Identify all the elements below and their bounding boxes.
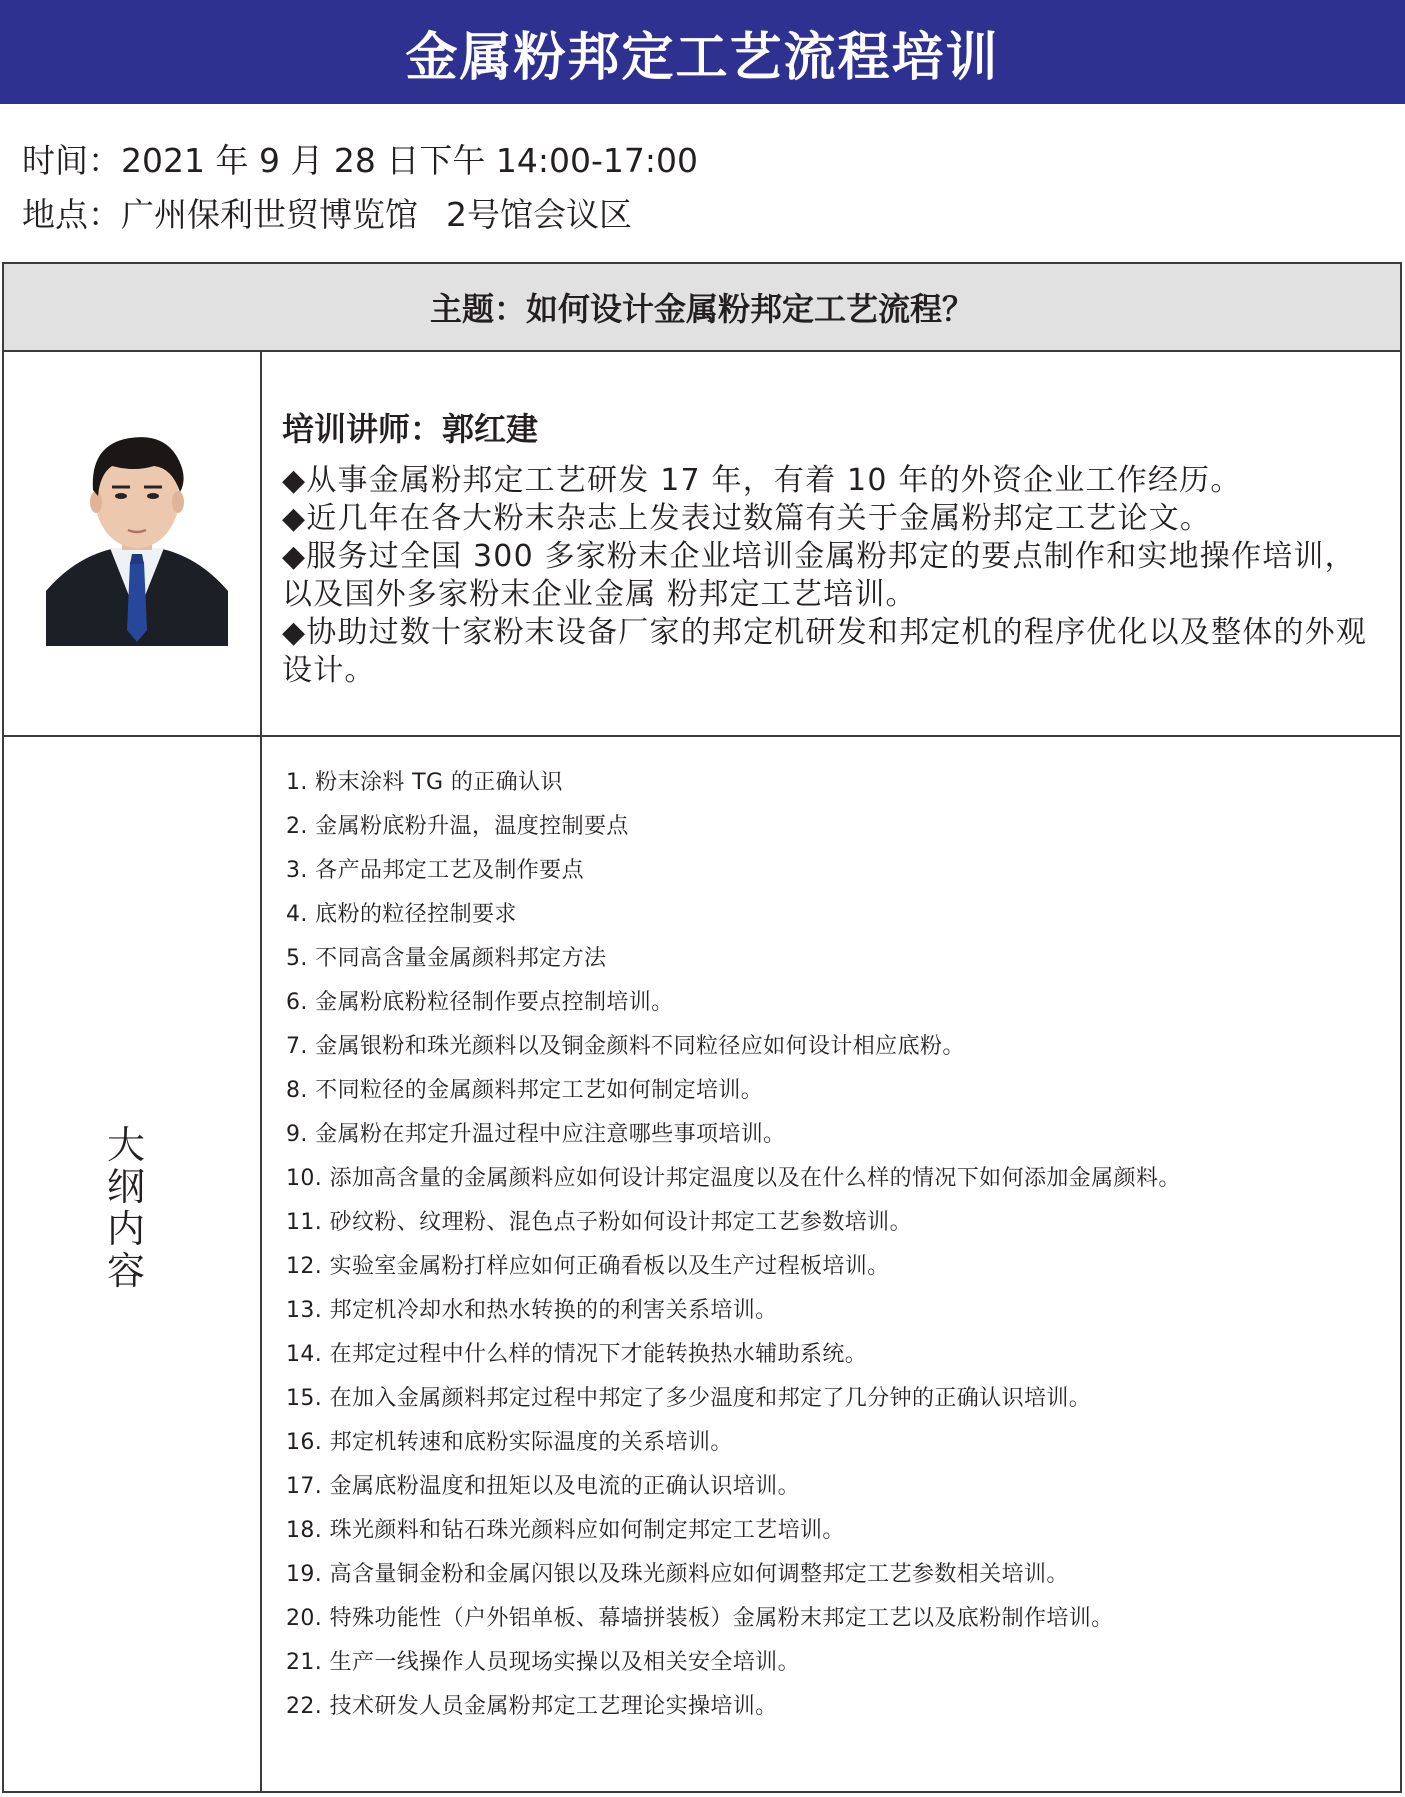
outline-item: 12. 实验室金属粉打样应如何正确看板以及生产过程板培训。: [286, 1254, 890, 1279]
outline-item: 4. 底粉的粒径控制要求: [286, 902, 517, 927]
bio-item: ◆近几年在各大粉末杂志上发表过数篇有关于金属粉邦定工艺论文。: [282, 501, 1212, 536]
event-place-hall: 2号馆会议区: [446, 195, 632, 234]
outline-label: [96, 1124, 156, 1292]
bio-item: ◆协助过数十家粉末设备厂家的邦定机研发和邦定机的程序优化以及整体的外观设计。: [282, 615, 1368, 688]
row-divider: [4, 735, 1400, 737]
outline-item: 9. 金属粉在邦定升温过程中应注意哪些事项培训。: [286, 1122, 786, 1147]
outline-item: 15. 在加入金属颜料邦定过程中邦定了多少温度和邦定了几分钟的正确认识培训。: [286, 1386, 1092, 1411]
instructor-title: 培训讲师：郭红建: [282, 410, 539, 448]
outline-item: 5. 不同高含量金属颜料邦定方法: [286, 946, 607, 971]
instructor-section: [282, 404, 1382, 690]
instructor-photo: [46, 416, 228, 646]
info-table: [2, 262, 1402, 1793]
outline-item: 7. 金属银粉和珠光颜料以及铜金颜料不同粒径应如何设计相应底粉。: [286, 1034, 965, 1059]
outline-item: 3. 各产品邦定工艺及制作要点: [286, 858, 584, 883]
outline-item: 14. 在邦定过程中什么样的情况下才能转换热水辅助系统。: [286, 1342, 868, 1367]
outline-label-char: 大: [106, 1123, 145, 1167]
column-divider: [260, 352, 262, 1793]
outline-item: 2. 金属粉底粉升温，温度控制要点: [286, 814, 629, 839]
outline-item: 8. 不同粒径的金属颜料邦定工艺如何制定培训。: [286, 1078, 764, 1103]
outline-item: 19. 高含量铜金粉和金属闪银以及珠光颜料应如何调整邦定工艺参数相关培训。: [286, 1562, 1069, 1587]
outline-item: 20. 特殊功能性（户外铝单板、幕墙拼装板）金属粉末邦定工艺以及底粉制作培训。: [286, 1606, 1114, 1631]
event-place: [22, 189, 632, 236]
outline-item: 22. 技术研发人员金属粉邦定工艺理论实操培训。: [286, 1694, 778, 1719]
outline-item: 16. 邦定机转速和底粉实际温度的关系培训。: [286, 1430, 733, 1455]
outline-item: 17. 金属底粉温度和扭矩以及电流的正确认识培训。: [286, 1474, 800, 1499]
outline-item: 1. 粉末涂料 TG 的正确认识: [286, 770, 563, 795]
outline-item: 18. 珠光颜料和钻石珠光颜料应如何制定邦定工艺培训。: [286, 1518, 845, 1543]
outline-label-char: 容: [106, 1249, 145, 1293]
outline-label-char: 纲: [106, 1165, 145, 1209]
outline-list: [286, 761, 1386, 1729]
outline-item: 21. 生产一线操作人员现场实操以及相关安全培训。: [286, 1650, 800, 1675]
bio-item: ◆从事金属粉邦定工艺研发 17 年，有着 10 年的外资企业工作经历。: [282, 463, 1242, 498]
event-place-venue: 地点：广州保利世贸博览馆: [22, 195, 418, 234]
outline-item: 13. 邦定机冷却水和热水转换的的利害关系培训。: [286, 1298, 778, 1323]
outline-item: 6. 金属粉底粉粒径制作要点控制培训。: [286, 990, 674, 1015]
theme-title: 主题：如何设计金属粉邦定工艺流程？: [4, 264, 1400, 352]
event-time: 时间：2021 年 9 月 28 日下午 14:00-17:00: [22, 141, 699, 180]
outline-item: 11. 砂纹粉、纹理粉、混色点子粉如何设计邦定工艺参数培训。: [286, 1210, 912, 1235]
banner-title: 金属粉邦定工艺流程培训: [0, 0, 1405, 104]
bio-item: ◆服务过全国 300 多家粉末企业培训金属粉邦定的要点制作和实地操作培训， 以及国外多家粉末企业金属 粉邦定工艺培训。: [282, 539, 1356, 612]
outline-item: 10. 添加高含量的金属颜料应如何设计邦定温度以及在什么样的情况下如何添加金属颜料。: [286, 1166, 1181, 1191]
outline-label-char: 内: [106, 1207, 145, 1251]
